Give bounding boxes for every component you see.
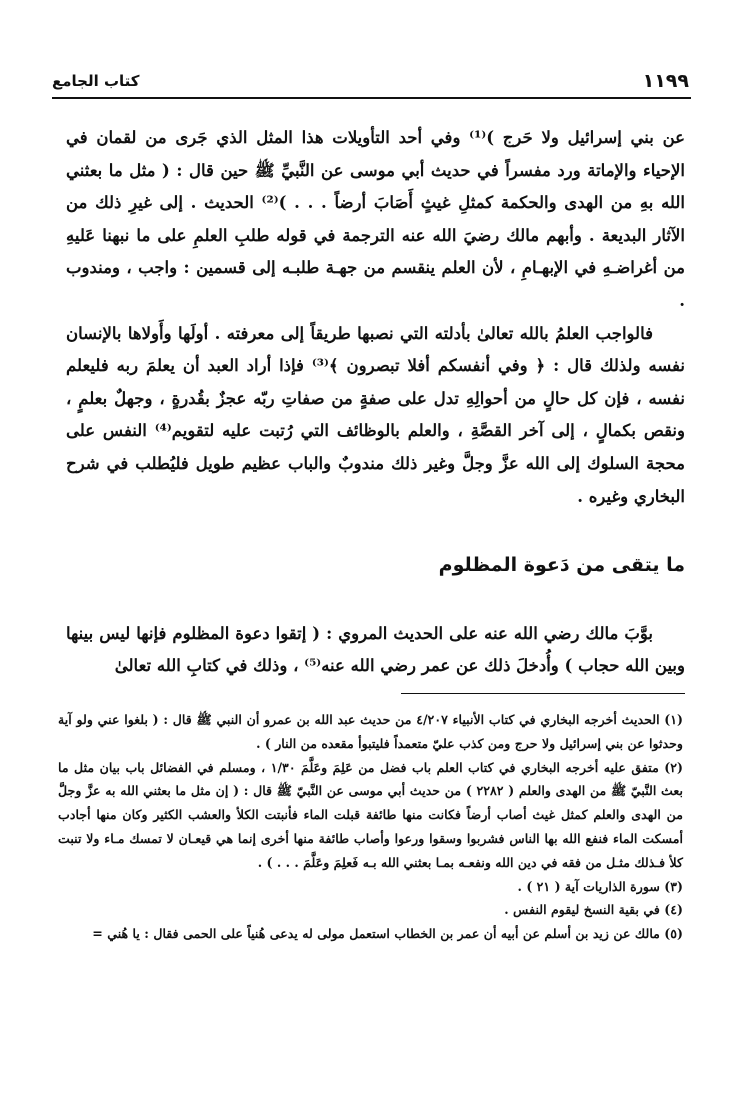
footnotes — [58, 708, 683, 946]
main-text — [66, 122, 685, 513]
page-number: ١١٩٩ — [642, 70, 689, 92]
footnote-2: (٢) متفق عليه أخرجه البخاري في كتاب العلم باب فضل من عَلِمَ وعَلَّمَ ١/٣٠ ، ومسلم في الفضائل باب بيان مثل ما بعث النَّبيّ ﷺ من الهدى والعلم ( ٢٢٨٢ ) من حديث أبي موسى عن النَّبيّ ﷺ قال : ( إن مثل ما بعثني الله به عزَّ وجلَّ من الهدى والعلم كمثل غيث أصاب أرضاً فكانت منها طائفة قبلت الماء فأنبتت الكلأ والعشب الكثير وكان منها أجادب أمسكت الماء فنفع الله بها الناس فشربوا وسقوا ورعوا وأصاب طائفة منها أخرى إنما هي قيعـان لا تمسك مـاء ولا تنبت كلأ فـذلك مثـل من فقه في دين الله ونفعـه بمـا بعثني الله بـه فَعلِمَ وعَلَّمَ . . . ) . — [58, 759, 683, 870]
section-heading: ما يتقى من دَعوة المظلوم — [438, 554, 685, 576]
paragraph-1: عن بني إسرائيل ولا حَرج )⁽¹⁾ وفي أحد التأويلات هذا المثل الذي جَرى من لقمان في الإحياء والإماتة ورد مفسراً في حديث أبي موسى عن النَّبيِّ ﷺ حين قال : ( مثل ما بعثني الله بهِ من الهدى والحكمة كمثلِ غيثٍ أَصَابَ أرضاً . . . )⁽²⁾ الحديث . إلى غيرِ ذلك من الآثار البديعة . وأبهم مالك رضيَ الله عنه الترجمة في قوله طلبِ العلمِ على ما نبهنا عَليهِ من أغراضـهِ في الإبهـامِ ، لأن العلم ينقسم من جهـة طلبـه إلى قسمين : واجب ، ومندوب . — [66, 128, 685, 310]
book-title: كتاب الجامع — [52, 72, 140, 90]
section-paragraph: بوَّبَ مالك رضي الله عنه على الحديث المروي : ( إتقوا دعوة المظلوم فإنها ليس بينها وبين الله حجاب ) وأُدخلَ ذلك عن عمر رضي الله عنه⁽⁵⁾ ، وذلك في كتابِ الله تعالىٰ — [66, 624, 685, 675]
footnote-3: (٣) سورة الذاريات آية ( ٢١ ) . — [517, 878, 683, 894]
running-header — [52, 70, 691, 96]
footnote-1: (١) الحديث أخرجه البخاري في كتاب الأنبياء ٤/٢٠٧ من حديث عبد الله بن عمرو أن النبي ﷺ قال : ( بلغوا عني ولو آية وحدثوا عن بني إسرائيل ولا حرج ومن كذب عليّ متعمداً فليتبوأ مقعده من النار ) . — [58, 712, 683, 751]
footnote-rule — [401, 693, 685, 694]
footnote-5: (٥) مالك عن زيد بن أسلم عن أبيه أن عمر بن الخطاب استعمل مولى له يدعى هُنياً على الحمى فقال : يا هُني = — [92, 926, 683, 942]
footnote-4: (٤) في بقية النسخ ليقوم النفس . — [504, 902, 683, 918]
header-rule — [52, 97, 691, 99]
section-text — [66, 618, 685, 682]
paragraph-2: فالواجب العلمُ بالله تعالىٰ بأدلته التي نصبها طريقاً إلى معرفته . أولَها وأَولاها بالإنسان نفسه ولذلك قال : ﴿ وفي أنفسكم أفلا تبصرون ﴾⁽³⁾ فإذا أراد العبد أن يعلمَ ربه فليعلم نفسه ، فإن كل حالٍ من أحوالِهِ تدل على صفةٍ من صفاتِ ربّه عجزٌ بقُدرةٍ ، وجهلٌ بعلمٍ ، ونقص بكمالٍ ، إلى آخر القصَّةِ ، والعلم بالوظائف التي رُتبت عليه لتقويم⁽⁴⁾ النفس على محجة السلوك إلى الله عزَّ وجلَّ وغير ذلك مندوبٌ والباب عظيم طويل فليُطلب في شرح البخاري وغيره . — [66, 323, 685, 506]
